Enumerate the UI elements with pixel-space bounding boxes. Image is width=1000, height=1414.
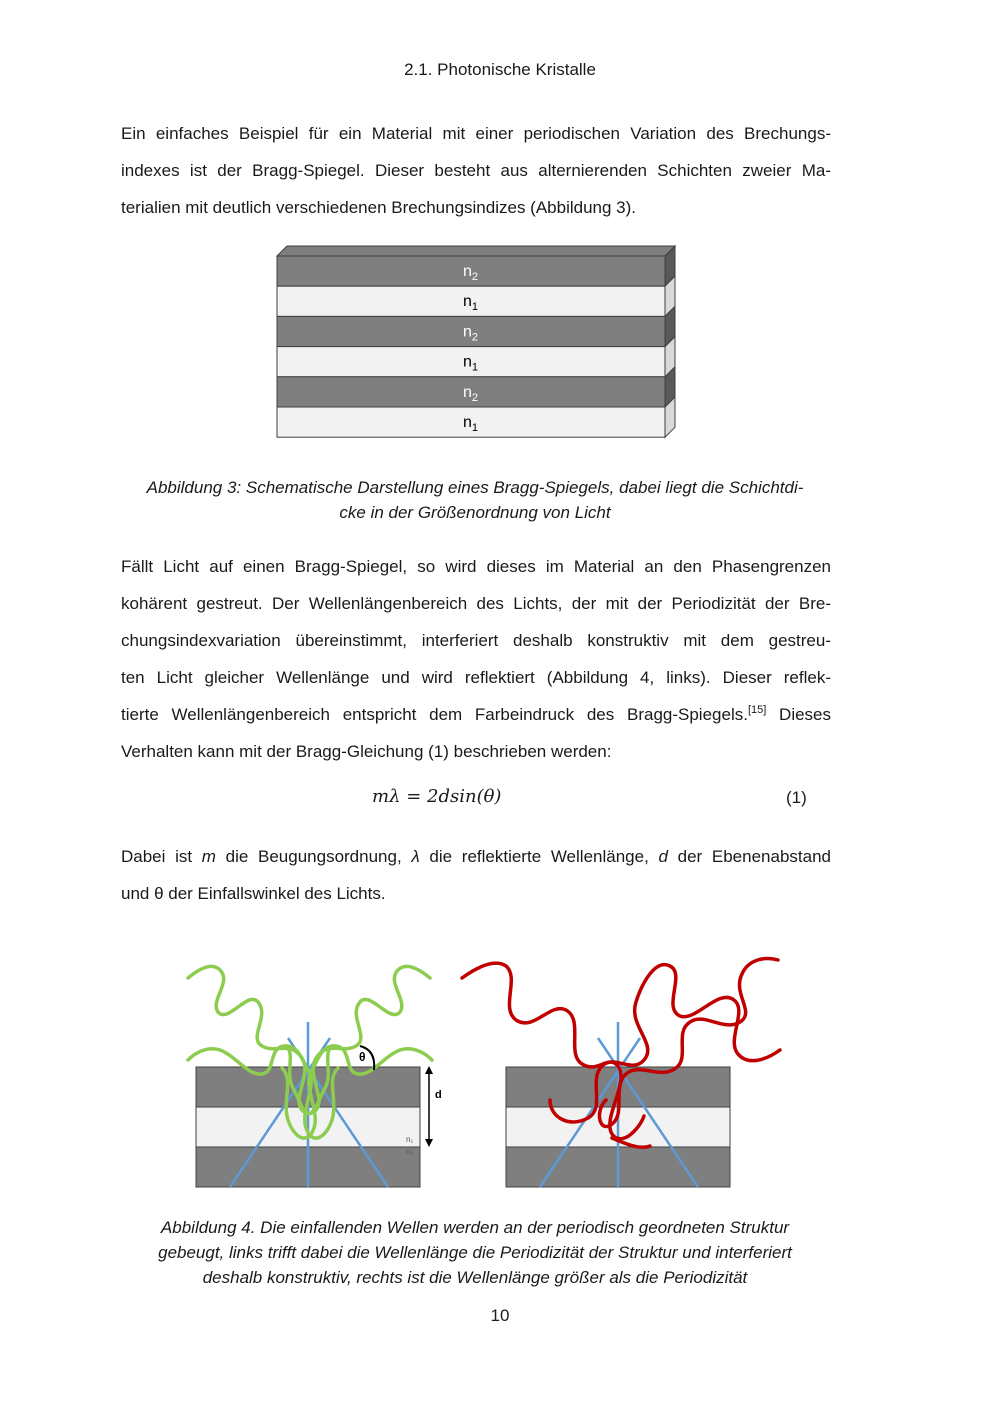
bragg-mirror-figure (270, 240, 690, 445)
text-line: ten Licht gleicher Wellenlänge und wird reflektiert (Abbildung 4, links). Dieser reflek- (121, 668, 831, 687)
equation-number: (1) (786, 788, 807, 807)
caption-line: cke in der Größenordnung von Licht (339, 503, 611, 522)
layer-label: $n_2$ (463, 383, 479, 404)
n1-label: n₁ (406, 1135, 414, 1144)
text-segment: Dabei ist (121, 847, 202, 866)
page-number: 10 (490, 1306, 510, 1325)
theta-label: θ (359, 1050, 366, 1064)
caption-line: gebeugt, links trifft dabei die Wellenlänge die Periodizität der Struktur und interferiert (158, 1243, 792, 1262)
variables-paragraph (121, 838, 831, 912)
caption-line: deshalb konstruktiv, rechts ist die Wellenlänge größer als die Periodizität (202, 1268, 748, 1287)
layer-label: $n_1$ (463, 293, 479, 314)
text-line: Ein einfaches Beispiel für ein Material mit einer periodischen Variation des Brechungs- (121, 124, 831, 143)
citation-reference: [15] (747, 704, 767, 716)
diffraction-figure (0, 950, 1000, 1200)
running-header: 2.1. Photonische Kristalle (404, 60, 596, 79)
text-line (121, 696, 831, 733)
text-segment: Dieses (766, 705, 831, 724)
layer-label: $n_1$ (463, 414, 479, 434)
text-segment: die reflektierte Wellenlänge, (419, 847, 659, 866)
d-label: d (435, 1089, 442, 1101)
layer-label: $n_1$ (463, 353, 479, 374)
layer-label: $n_2$ (463, 263, 479, 283)
text-line: Fällt Licht auf einen Bragg-Spiegel, so wird dieses im Material an den Phasengrenzen (121, 557, 831, 576)
text-line (121, 838, 831, 875)
bragg-paragraph (121, 548, 831, 770)
text-segment: der Ebenenabstand (667, 847, 831, 866)
text-line: und θ der Einfallswinkel des Lichts. (121, 884, 386, 903)
var-lambda: λ (411, 847, 420, 866)
text-line: terialien mit deutlich verschiedenen Brechungsindizes (Abbildung 3). (121, 198, 637, 217)
var-m: m (201, 847, 216, 866)
right-panel (462, 959, 780, 1187)
figure4-caption (110, 1215, 840, 1290)
intro-paragraph (121, 115, 831, 226)
text-line: indexes ist der Bragg-Spiegel. Dieser besteht aus alternierenden Schichten zweier Ma- (121, 161, 831, 180)
n2-label: n₂ (406, 1147, 414, 1156)
text-segment: tierte Wellenlängenbereich entspricht dem Farbeindruck des Bragg-Spiegels. (121, 705, 748, 724)
left-panel (188, 966, 442, 1187)
bragg-equation: mλ = 2dsin(θ) (372, 786, 502, 807)
text-segment: die Beugungsordnung, (215, 847, 412, 866)
text-line: Verhalten kann mit der Bragg-Gleichung (1) beschrieben werden: (121, 742, 612, 761)
figure3-caption (110, 475, 840, 525)
caption-line: Abbildung 3: Schematische Darstellung eines Bragg-Spiegels, dabei liegt die Schichtdi- (146, 478, 804, 497)
var-d: d (658, 847, 668, 866)
layer-label: $n_2$ (463, 323, 479, 344)
text-line: kohärent gestreut. Der Wellenlängenbereich des Lichts, der mit der Periodizität der Bre- (121, 594, 831, 613)
text-line: chungsindexvariation übereinstimmt, interferiert deshalb konstruktiv mit dem gestreu- (121, 631, 831, 650)
caption-line: Abbildung 4. Die einfallenden Wellen werden an der periodisch geordneten Struktur (160, 1218, 790, 1237)
